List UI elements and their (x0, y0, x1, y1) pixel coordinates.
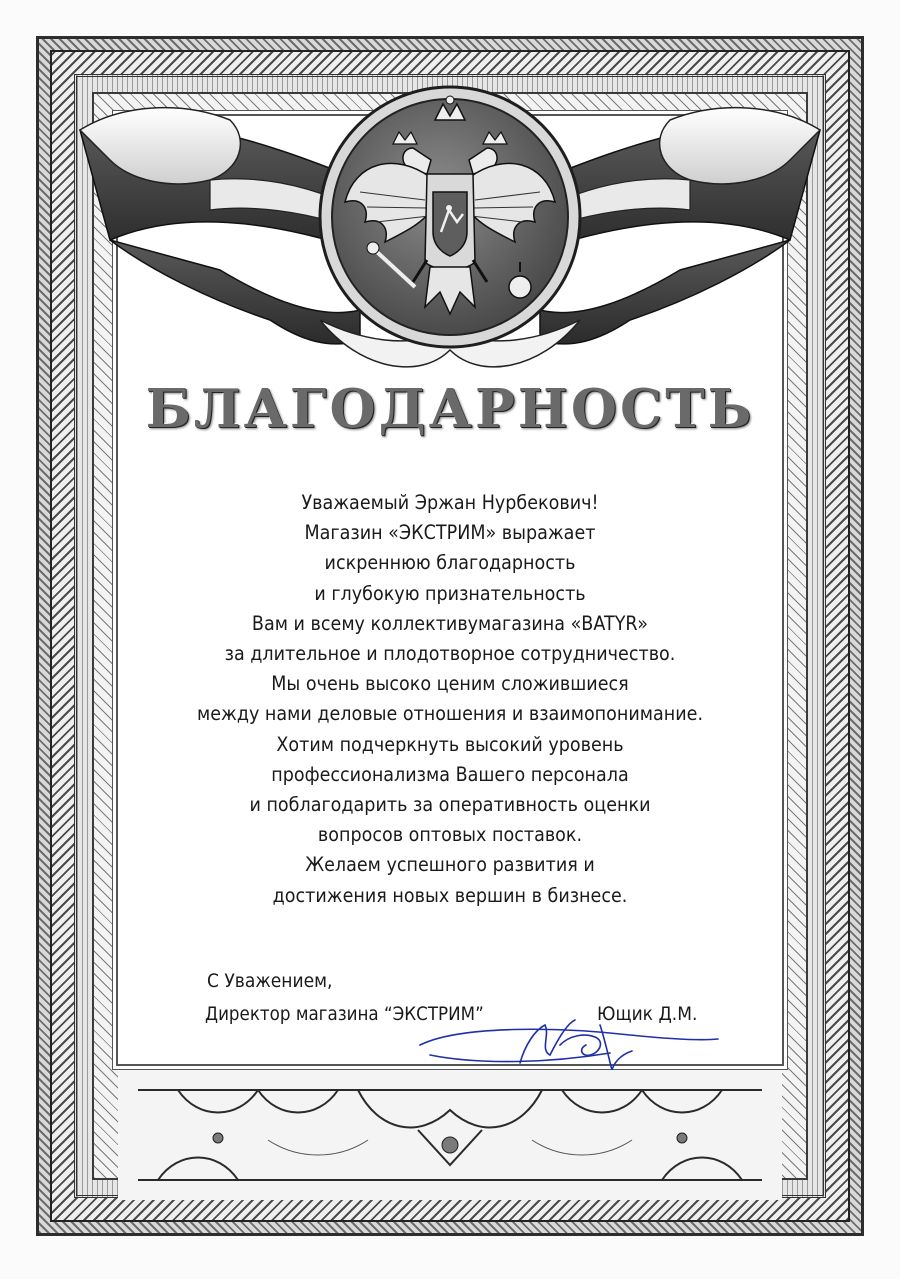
body-line: Хотим подчеркнуть высокий уровень (276, 732, 624, 756)
closing-regards: С Уважением, (207, 970, 333, 992)
bottom-ornament (118, 1070, 782, 1200)
body-line: Желаем успешного развития и (305, 853, 595, 877)
certificate-title: БЛАГОДАРНОСТЬ (145, 378, 755, 440)
body-line: между нами деловые отношения и взаимопонимание. (196, 702, 704, 726)
double-headed-eagle-coat-of-arms-icon (315, 82, 585, 352)
body-line: и глубокую признательность (314, 581, 586, 605)
body-line: Уважаемый Эржан Нурбекович! (301, 491, 599, 514)
body-line: Магазин «ЭКСТРИМ» выражает (304, 521, 596, 545)
signer-name: Ющик Д.М. (597, 1003, 698, 1025)
body-line: достижения новых вершин в бизнесе. (272, 883, 628, 907)
body-line: профессионализма Вашего персонала (271, 762, 629, 786)
body-line: и поблагодарить за оперативность оценки (249, 793, 651, 817)
body-line: вопросов оптовых поставок. (317, 823, 583, 847)
certificate-body (153, 488, 747, 911)
body-line: за длительное и плодотворное сотрудничество. (224, 642, 676, 666)
signer-position: Директор магазина “ЭКСТРИМ” (205, 1003, 484, 1025)
body-line: Вам и всему коллективумагазина «BATYR» (251, 611, 649, 635)
body-line: искреннюю благодарность (324, 551, 576, 575)
body-line: Мы очень высоко ценим сложившиеся (271, 672, 629, 696)
